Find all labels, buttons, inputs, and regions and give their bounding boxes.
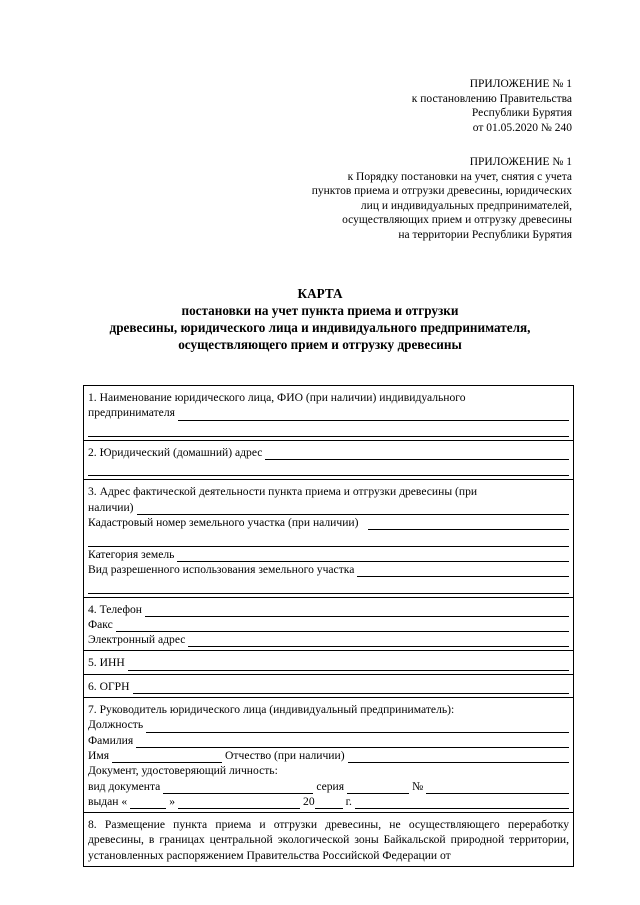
issued-by-field[interactable]: [355, 797, 569, 809]
fax-field[interactable]: [116, 620, 569, 632]
appendix-2-header: [312, 155, 572, 243]
section-3-actual-address: [84, 479, 573, 596]
cadastral-number-field[interactable]: [368, 518, 569, 530]
appendix-2-line: лиц и индивидуальных предпринимателей,: [360, 199, 572, 212]
name-label: Имя: [88, 748, 110, 762]
section-6-ogrn: [84, 674, 573, 697]
appendix-2-line: пунктов приема и отгрузки древесины, юридических: [311, 185, 572, 198]
inn-field[interactable]: [128, 659, 569, 671]
title-line: постановки на учет пункта приема и отгрузки: [181, 303, 459, 318]
section-5-inn: [84, 650, 573, 673]
issued-label: выдан «: [88, 794, 128, 808]
appendix-1-line: от 01.05.2020 № 240: [472, 121, 572, 134]
head-label: 7. Руководитель юридического лица (индивидуальный предприниматель):: [88, 703, 455, 717]
section-3-label: 3. Адрес фактической деятельности пункта приема и отгрузки древесины (при: [88, 485, 478, 499]
issued-year-field[interactable]: [315, 797, 343, 809]
section-2-address: [84, 440, 573, 480]
section-7-head: [84, 697, 573, 812]
position-field[interactable]: [146, 721, 569, 733]
section-8-text: 8. Размещение пункта приема и отгрузки древесины, не осуществляющего переработку древесины, в границах центральной экологической зоны Байкальской природной территории, установленных распоряжением Правительства Российской Федерации от: [88, 818, 569, 862]
land-use-extra-line[interactable]: [88, 577, 569, 593]
email-field[interactable]: [188, 635, 569, 647]
fax-label: Факс: [88, 617, 113, 631]
doc-type-field[interactable]: [163, 782, 313, 794]
phone-field[interactable]: [145, 605, 569, 617]
legal-address-extra-line[interactable]: [88, 460, 569, 476]
registration-form: [83, 385, 574, 867]
title-line: осуществляющего прием и отгрузку древесины: [178, 337, 462, 352]
section-3-label-cont: наличии): [88, 500, 134, 514]
ogrn-field[interactable]: [133, 682, 570, 694]
surname-field[interactable]: [136, 736, 569, 748]
email-label: Электронный адрес: [88, 633, 186, 647]
series-label: серия: [316, 779, 345, 793]
issued-month-field[interactable]: [178, 797, 300, 809]
section-1-name: [84, 386, 573, 440]
name-field[interactable]: [178, 409, 569, 421]
doc-type-label: вид документа: [88, 779, 161, 793]
appendix-2-line: ПРИЛОЖЕНИЕ № 1: [469, 156, 572, 168]
legal-address-field[interactable]: [265, 448, 569, 460]
title-line: древесины, юридического лица и индивидуального предпринимателя,: [109, 320, 531, 335]
section-4-contacts: [84, 597, 573, 651]
series-field[interactable]: [347, 782, 409, 794]
number-field[interactable]: [426, 782, 569, 794]
document-title: [0, 285, 640, 353]
number-label: №: [412, 779, 424, 793]
phone-label: 4. Телефон: [88, 602, 142, 616]
appendix-1-header: [412, 77, 572, 135]
name-field-extra-line[interactable]: [88, 421, 569, 437]
appendix-1-line: к постановлению Правительства: [411, 92, 572, 105]
patronymic-label: Отчество (при наличии): [225, 748, 345, 762]
surname-label: Фамилия: [88, 733, 134, 747]
year-prefix: 20: [303, 794, 315, 808]
actual-address-field[interactable]: [137, 503, 569, 515]
land-use-label: Вид разрешенного использования земельного участка: [88, 562, 355, 576]
section-2-label: 2. Юридический (домашний) адрес: [88, 445, 263, 459]
year-suffix: г.: [345, 794, 352, 808]
title-line: КАРТА: [297, 286, 343, 301]
appendix-2-line: к Порядку постановки на учет, снятия с учета: [347, 170, 572, 183]
appendix-2-line: на территории Республики Бурятия: [398, 228, 572, 241]
land-category-field[interactable]: [177, 550, 569, 562]
issued-day-field[interactable]: [130, 797, 166, 809]
first-name-field[interactable]: [112, 751, 222, 763]
inn-label: 5. ИНН: [88, 656, 125, 670]
section-1-label-cont: предпринимателя: [88, 406, 175, 420]
patronymic-field[interactable]: [348, 751, 569, 763]
issued-quote: »: [169, 794, 176, 808]
section-1-label: 1. Наименование юридического лица, ФИО (при наличии) индивидуального: [88, 391, 466, 404]
section-8-placement: [84, 812, 573, 866]
ogrn-label: 6. ОГРН: [88, 679, 130, 693]
doc-label: Документ, удостоверяющий личность:: [88, 764, 278, 778]
cadastral-extra-line[interactable]: [88, 530, 569, 546]
appendix-1-line: ПРИЛОЖЕНИЕ № 1: [469, 78, 572, 90]
appendix-1-line: Республики Бурятия: [471, 107, 572, 120]
land-category-label: Категория земель: [88, 547, 175, 561]
cadastral-label: Кадастровый номер земельного участка (при наличии): [88, 516, 359, 530]
land-use-field[interactable]: [357, 565, 569, 577]
appendix-2-line: осуществляющих прием и отгрузку древесины: [342, 214, 572, 227]
position-label: Должность: [88, 718, 144, 732]
